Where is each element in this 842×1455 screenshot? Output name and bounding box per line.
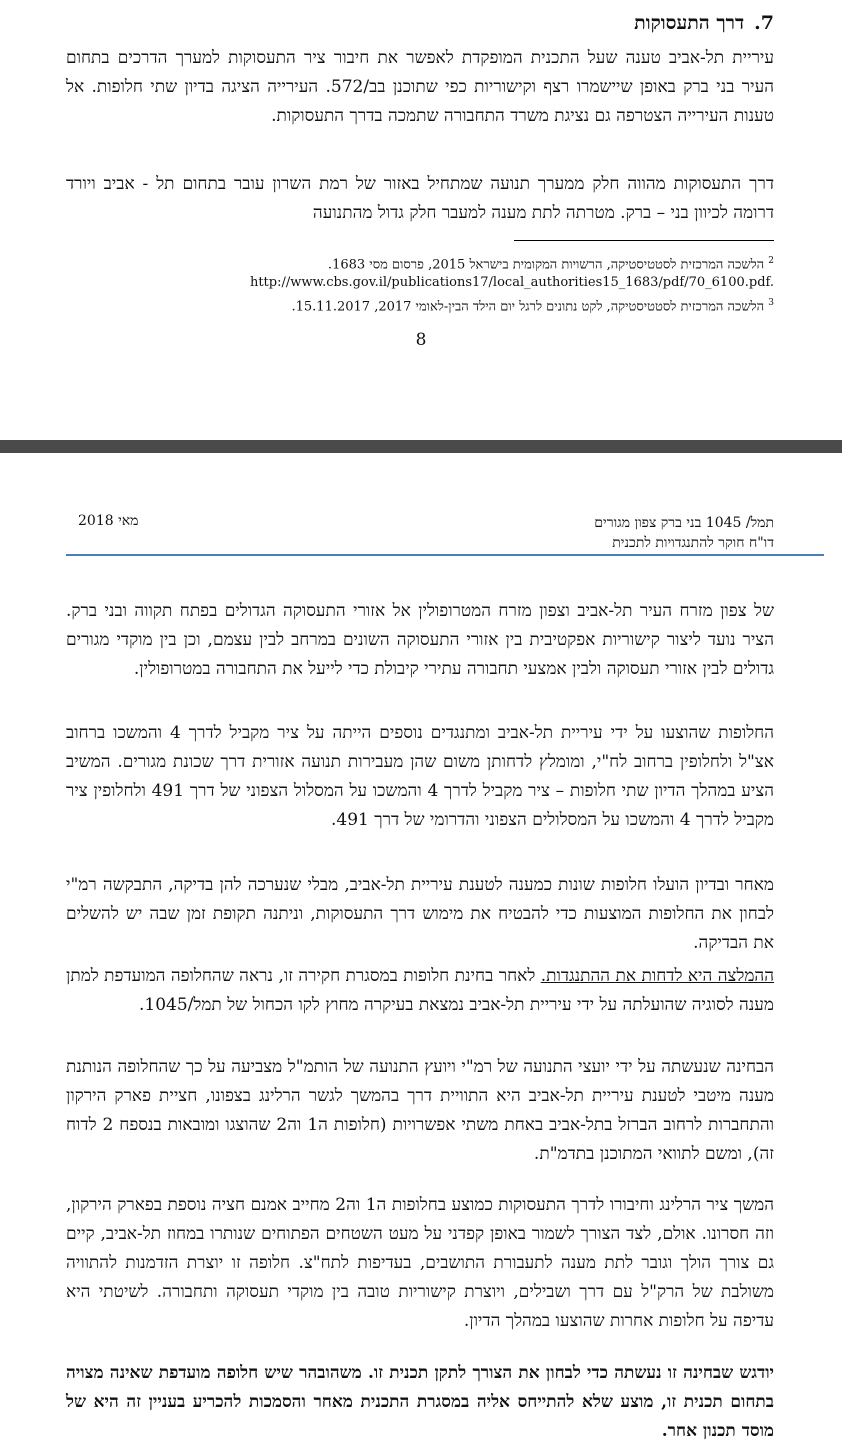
page-separator <box>0 440 842 453</box>
conclusion-paragraph: יודגש שבחינה זו נעשתה כדי לבחון את הצורך לתקן תכנית זו. משהובהר שיש חלופה מועדפת שאינה מצויה בתחום תכנית זו, מוצע שלא להתייחס אליה במסגרת התכנית מאחר והסמכות להכריע בעניין זה היא של מוסד תכנון אחר. <box>66 1363 774 1441</box>
footnote-text: הלשכה המרכזית לסטטיסטיקה, הרשויות המקומית בישראל 2015, פרסום מסי 1683. <box>327 257 765 273</box>
page-8 <box>0 0 842 440</box>
paragraph: עיריית תל-אביב טענה שעל התכנית המופקדת לאפשר את חיבור ציר התעסוקות למערך הדרכים בתחום העיר בני ברק באופן שיישמרו רצף וקישוריות כפי שתוכנן בב/572. העירייה הציגה בדיון שתי חלופות. אל טענות העירייה הצטרפה גם נציגת משרד התחבורה שתמכה בדרך התעסוקות. <box>66 48 774 126</box>
header-plan-title: תמל/ 1045 בני ברק צפון מגורים <box>594 515 774 531</box>
paragraph: מאחר ובדיון הועלו חלופות שונות כמענה לטענת עיריית תל-אביב, מבלי שנערכה להן בדיקה, התבקשה רמ"י לבחון את החלופות המוצעות כדי להבטיח את מימוש דרך התעסוקות, וניתנה תקופת זמן שבה יש להשלים את הבדיקה. <box>66 875 774 953</box>
running-header <box>594 513 774 553</box>
paragraph: הבחינה שנעשתה על ידי יועצי התנועה של רמ"י ויועץ התנועה של הותמ"ל מצביעה על כך שהחלופה הנותנת מענה מיטבי לטענת עיריית תל-אביב היא התוויית דרך בהמשך לגשר הרלינג בצפונו, חציית פארק הירקון והתחברות לרחוב הברזל בתל-אביב באחת משתי אפשרויות (חלופות ה1 וה2 שהוצגו ומובאות בנספח 2 לדוח זה), ומשם לתוואי המתוכנן בתדמ"ת. <box>66 1057 774 1164</box>
section-heading <box>634 12 774 35</box>
footnote-2-url[interactable]: http://www.cbs.gov.il/publications17/local_authorities15_1683/pdf/70_6100.pdf. <box>249 275 774 290</box>
paragraph: החלופות שהוצעו על ידי עיריית תל-אביב ומתנגדים נוספים הייתה על ציר מקביל לדרך 4 והמשכו ברחוב אצ"ל ולחלופין ברחוב לח"י, ומומלץ לדחותן משום שהן מעבירות תנועה אזורית דרך שכונת מגורים. המשיב הציע במהלך הדיון שתי חלופות – ציר מקביל לדרך 4 והמשכו על המסלול הצפוני של דרך 491 ולחלופין ציר מקביל לדרך 4 והמשכו על המסלולים הצפוני והדרומי של דרך 491. <box>66 723 775 830</box>
recommendation-text: לאחר בחינת חלופות במסגרת חקירה זו, נראה שהחלופה המועדפת למתן מענה לסוגיה שהועלתה על ידי עיריית תל-אביב נמצאת בעיקרה מחוץ לקו הכחול של תמל/1045. <box>66 966 774 1015</box>
footnote-text: הלשכה המרכזית לסטטיסטיקה, לקט נתונים לרגל יום הילד הבין-לאומי 2017, 15.11.2017. <box>291 299 765 315</box>
footnote-marker: 2 <box>768 256 774 266</box>
section-title: דרך התעסוקות <box>634 12 745 34</box>
header-date: מאי 2018 <box>78 513 139 529</box>
paragraph: המשך ציר הרלינג וחיבורו לדרך התעסוקות כמוצע בחלופות ה1 וה2 מחייב אמנם חציה נוספת בפארק הירקון, וזה חסרונו. אולם, לצד הצורך לשמור באופן קפדני על מעט השטחים הפתוחים שנותרו במחוז תל-אביב, קיים גם צורך הולך וגובר לתת מענה לתעבורת התושבים, בעדיפות לתח"צ. חלופה זו יוצרת הזדמנות להתוויה משולבת של הרק"ל עם דרך ושבילים, ויוצרת קישוריות טובה בין מוקדי תעסוקה ותחבורה. לשיטתי היא עדיפה על חלופות אחרות שהוצעו במהלך הדיון. <box>66 1195 774 1331</box>
footnote-marker: 3 <box>768 298 774 308</box>
page-9 <box>0 453 842 1455</box>
header-report-title: דו"ח חוקר להתנגדויות לתכנית <box>612 535 774 551</box>
footnote-3 <box>150 293 774 317</box>
recommendation-statement: ההמלצה היא לדחות את ההתנגדות. <box>540 966 774 986</box>
footnote-divider <box>514 240 774 241</box>
recommendation-paragraph <box>66 962 774 1020</box>
page-number: 8 <box>415 330 427 350</box>
paragraph: דרך התעסוקות מהווה חלק ממערך תנועה שמתחיל באזור של רמת השרון עובר בתחום תל - אביב ויורד דרומה לכיוון בני – ברק. מטרתה לתת מענה למעבר חלק גדול מהתנועה <box>66 174 774 223</box>
section-number: 7. <box>754 12 774 34</box>
paragraph: של צפון מזרח העיר תל-אביב וצפון מזרח המטרופולין אל אזורי התעסוקה הגדולים בפתח תקווה ובני ברק. הציר נועד ליצור קישוריות אפקטיבית בין אזורי התעסוקה השונים במרחב לבין עצמם, וכן בין מוקדי מגורים גדולים לבין אזורי תעסוקה ולבין אמצעי תחבורה עתירי קיבולת כדי לייעל את התחבורה במטרופולין. <box>66 601 774 679</box>
header-divider <box>66 554 824 556</box>
